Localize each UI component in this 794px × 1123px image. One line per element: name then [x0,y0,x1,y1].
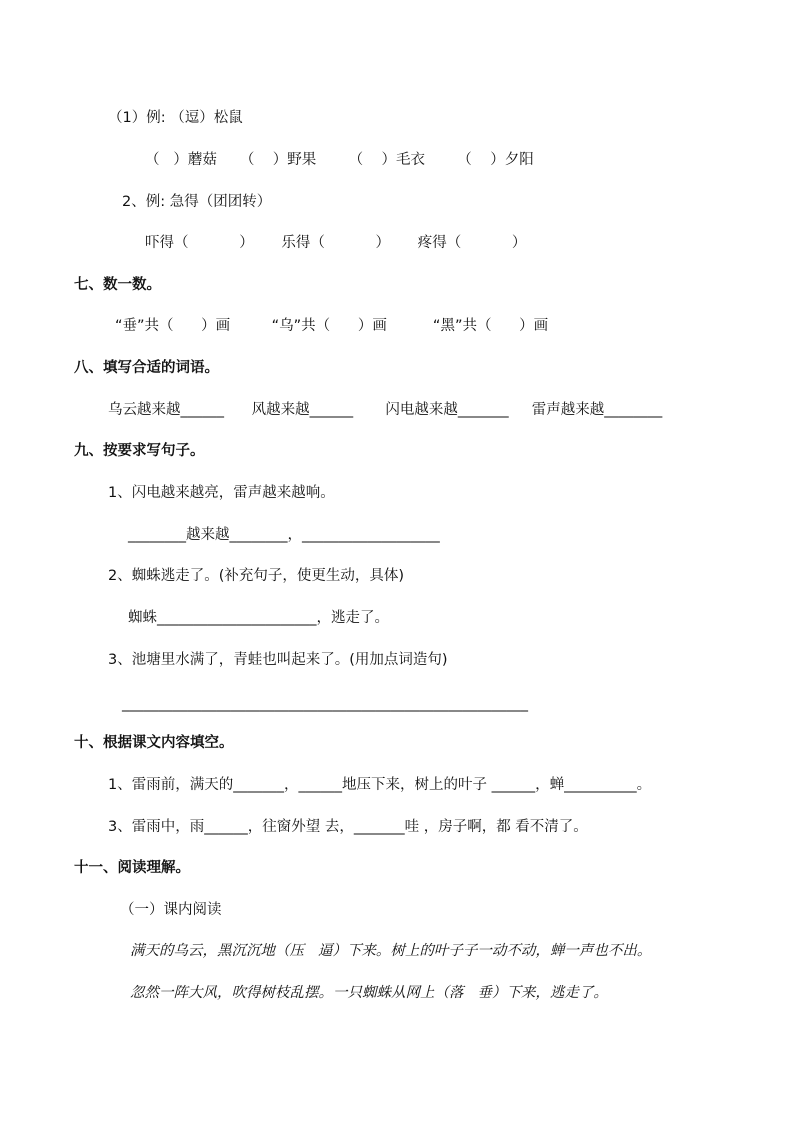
answer-9-2: 蜘蛛______________________，逃走了。 [128,610,389,626]
question-9-1: 1、闪电越来越亮，雷声越来越响。 [108,485,335,501]
question-10-1: 1、雷雨前，满天的_______，______地压下来，树上的叶子 ______，蝉__________。 [108,777,652,793]
section-7-heading: 七、数一数。 [74,277,161,293]
example-2: 2、例: 急得（团团转） [122,194,272,210]
answer-9-1: ________越来越________，___________________ [128,527,440,543]
example-2-items: 吓得（ ） 乐得（ ） 疼得（ ） [145,235,527,251]
section-10-heading: 十、根据课文内容填空。 [74,735,234,751]
question-10-3: 3、雷雨中，雨______，往窗外望 去，_______哇 ，房子啊，都 看不清了。 [108,819,588,835]
example-1: （1）例: （逗）松鼠 [108,110,243,126]
question-9-2: 2、蜘蛛逃走了。(补充句子，使更生动，具体) [108,568,405,584]
answer-9-3-line: ________________________________________________________ [122,696,528,712]
stroke-count-items: “垂”共（ ）画 “乌”共（ ）画 “黑”共（ ）画 [115,318,549,334]
word-fill-items: 乌云越来越______ 风越来越______ 闪电越来越_______ 雷声越来越________ [108,402,663,418]
question-9-3: 3、池塘里水满了，青蛙也叫起来了。(用加点词造句) [108,652,448,668]
reading-paragraph-2: 忽然一阵大风，吹得树枝乱摆。一只蜘蛛从网上（落 垂）下来，逃走了。 [130,985,608,1001]
example-1-items: （ ）蘑菇 （ ）野果 （ ）毛衣 （ ）夕阳 [145,152,534,168]
reading-subheading: （一）课内阅读 [120,902,222,918]
section-9-heading: 九、按要求写句子。 [74,443,205,459]
section-8-heading: 八、填写合适的词语。 [74,360,219,376]
section-11-heading: 十一、阅读理解。 [74,860,190,876]
reading-paragraph-1: 满天的乌云，黑沉沉地（压 逼）下来。树上的叶子子一动不动，蝉一声也不出。 [130,943,652,959]
